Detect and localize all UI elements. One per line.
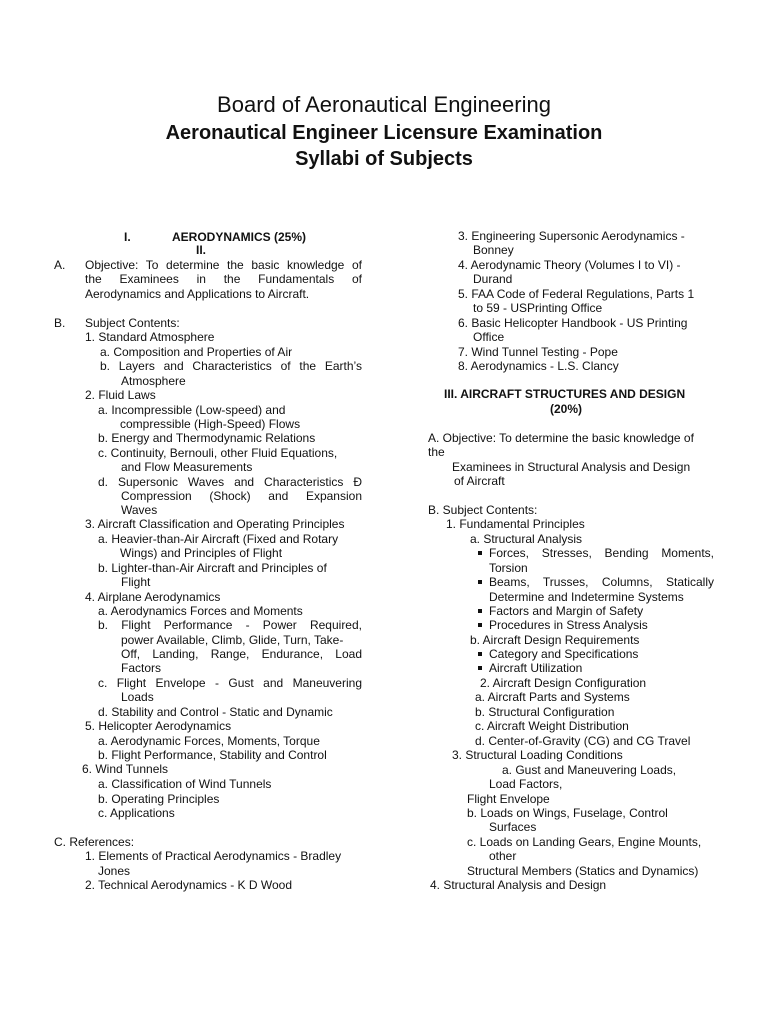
list-item: a. Heavier-than-Air Aircraft (Fixed and Rotary [98, 532, 339, 546]
board-title: Board of Aeronautical Engineering [217, 92, 551, 117]
list-item: other [489, 849, 517, 863]
reference-item: Bonney [473, 243, 514, 257]
list-item: and Flow Measurements [121, 460, 253, 474]
reference-item: 2. Technical Aerodynamics - K D Wood [85, 878, 292, 892]
reference-item: 4. Aerodynamic Theory (Volumes I to VI) - [458, 258, 681, 272]
bullet-icon [478, 551, 482, 555]
list-item: Flight [121, 575, 151, 589]
list-item: d. Center-of-Gravity (CG) and CG Travel [475, 734, 691, 748]
list-item: Loads [121, 690, 154, 704]
list-item: c. Loads on Landing Gears, Engine Mounts, [467, 835, 702, 849]
list-item: a. Aircraft Parts and Systems [475, 690, 630, 704]
list-item: a. Classification of Wind Tunnels [98, 777, 272, 791]
list-item: a. Composition and Properties of Air [100, 345, 293, 359]
objective-line-1: Objective: To determine the basic knowledge of [85, 258, 362, 272]
reference-item: 3. Engineering Supersonic Aerodynamics - [458, 229, 685, 243]
list-item: b. Layers and Characteristics of the Earth’s [100, 359, 362, 373]
bullet-icon [478, 580, 482, 584]
reference-item: 1. Elements of Practical Aerodynamics - Bradley [85, 849, 342, 863]
topic-airplane-aerodynamics: 4. Airplane Aerodynamics [85, 590, 221, 604]
list-item: c. Flight Envelope - Gust and Maneuvering [98, 676, 362, 690]
list-item: Factors [121, 661, 162, 675]
structures-objective-line-2: the [428, 445, 445, 459]
objective-line-3: Aerodynamics and Applications to Aircraft. [85, 287, 310, 301]
list-item: b. Loads on Wings, Fuselage, Control [467, 806, 668, 820]
list-item: Aircraft Utilization [489, 661, 583, 675]
list-item: d. Supersonic Waves and Characteristics Đ [98, 475, 362, 489]
structures-contents-label: B. Subject Contents: [428, 503, 538, 517]
list-item: Flight Envelope [467, 792, 550, 806]
syllabi-title: Syllabi of Subjects [295, 148, 473, 170]
reference-item: Office [473, 330, 505, 344]
bullet-icon [478, 652, 482, 656]
topic-wind-tunnels: 6. Wind Tunnels [82, 762, 169, 776]
topic-fluid-laws: 2. Fluid Laws [85, 388, 156, 402]
topic-fundamental-principles: 1. Fundamental Principles [446, 517, 585, 531]
list-item: c. Applications [98, 806, 175, 820]
contents-label: Subject Contents: [85, 316, 180, 330]
objective-line-2: the Examinees in the Fundamentals of [85, 272, 362, 286]
list-item: a. Gust and Maneuvering Loads, [502, 763, 677, 777]
contents-letter: B. [54, 316, 66, 330]
list-item: a. Aerodynamic Forces, Moments, Torque [98, 734, 320, 748]
list-item: b. Energy and Thermodynamic Relations [98, 431, 316, 445]
list-item: Torsion [489, 561, 528, 575]
list-item: a. Structural Analysis [470, 532, 583, 546]
section-1-title: AERODYNAMICS (25%) [172, 230, 307, 244]
bullet-icon [478, 666, 482, 670]
list-item: power Available, Climb, Glide, Turn, Take- [121, 633, 344, 647]
list-item: Procedures in Stress Analysis [489, 618, 648, 632]
list-item: b. Operating Principles [98, 792, 220, 806]
list-item: Off, Landing, Range, Endurance, Load [121, 647, 362, 661]
list-item: Structural Members (Statics and Dynamics) [467, 864, 699, 878]
section-1-number: I. [124, 230, 131, 244]
section-3-title: III. AIRCRAFT STRUCTURES AND DESIGN [444, 387, 686, 401]
topic-aircraft-classification: 3. Aircraft Classification and Operating Principles [85, 517, 345, 531]
exam-title: Aeronautical Engineer Licensure Examination [165, 122, 603, 144]
objective-letter: A. [54, 258, 66, 272]
reference-item: 7. Wind Tunnel Testing - Pope [458, 345, 618, 359]
topic-aircraft-design-configuration: 2. Aircraft Design Configuration [480, 676, 647, 690]
list-item: b. Aircraft Design Requirements [470, 633, 640, 647]
list-item: Forces, Stresses, Bending Moments, [489, 546, 714, 560]
list-item: Determine and Indetermine Systems [489, 590, 684, 604]
reference-item: 8. Aerodynamics - L.S. Clancy [458, 359, 619, 373]
topic-structural-loading-conditions: 3. Structural Loading Conditions [452, 748, 623, 762]
topic-standard-atmosphere: 1. Standard Atmosphere [85, 330, 215, 344]
list-item: a. Incompressible (Low-speed) and [98, 403, 286, 417]
list-item: b. Structural Configuration [475, 705, 615, 719]
topic-structural-analysis-design: 4. Structural Analysis and Design [430, 878, 607, 892]
reference-item: Jones [98, 864, 131, 878]
topic-helicopter-aerodynamics: 5. Helicopter Aerodynamics [85, 719, 232, 733]
structures-objective-line-4: of Aircraft [454, 474, 505, 488]
reference-item: to 59 - USPrinting Office [473, 301, 603, 315]
list-item: b. Flight Performance, Stability and Control [98, 748, 327, 762]
list-item: Load Factors, [489, 777, 563, 791]
list-item: Surfaces [489, 820, 537, 834]
list-item: b. Lighter-than-Air Aircraft and Principles of [98, 561, 327, 575]
reference-item: 5. FAA Code of Federal Regulations, Parts 1 [458, 287, 695, 301]
reference-item: Durand [473, 272, 513, 286]
list-item: Factors and Margin of Safety [489, 604, 644, 618]
list-item: a. Aerodynamics Forces and Moments [98, 604, 303, 618]
list-item: Waves [121, 503, 158, 517]
bullet-icon [478, 609, 482, 613]
list-item: b. Flight Performance - Power Required, [98, 618, 362, 632]
list-item: compressible (High-Speed) Flows [120, 417, 301, 431]
list-item: c. Aircraft Weight Distribution [475, 719, 629, 733]
section-3-percent: (20%) [550, 402, 583, 416]
list-item: Compression (Shock) and Expansion [121, 489, 362, 503]
list-item: c. Continuity, Bernouli, other Fluid Equations, [98, 446, 338, 460]
list-item: Atmosphere [121, 374, 186, 388]
list-item: Category and Specifications [489, 647, 639, 661]
references-label: C. References: [54, 835, 135, 849]
structures-objective-line-1: A. Objective: To determine the basic knowledge of [428, 431, 694, 445]
list-item: Beams, Trusses, Columns, Statically [489, 575, 714, 589]
structures-objective-line-3: Examinees in Structural Analysis and Design [452, 460, 691, 474]
list-item: d. Stability and Control - Static and Dynamic [98, 705, 333, 719]
reference-item: 6. Basic Helicopter Handbook - US Printing [458, 316, 688, 330]
bullet-icon [478, 623, 482, 627]
list-item: Wings) and Principles of Flight [120, 546, 283, 560]
section-2-number: II. [196, 243, 207, 257]
